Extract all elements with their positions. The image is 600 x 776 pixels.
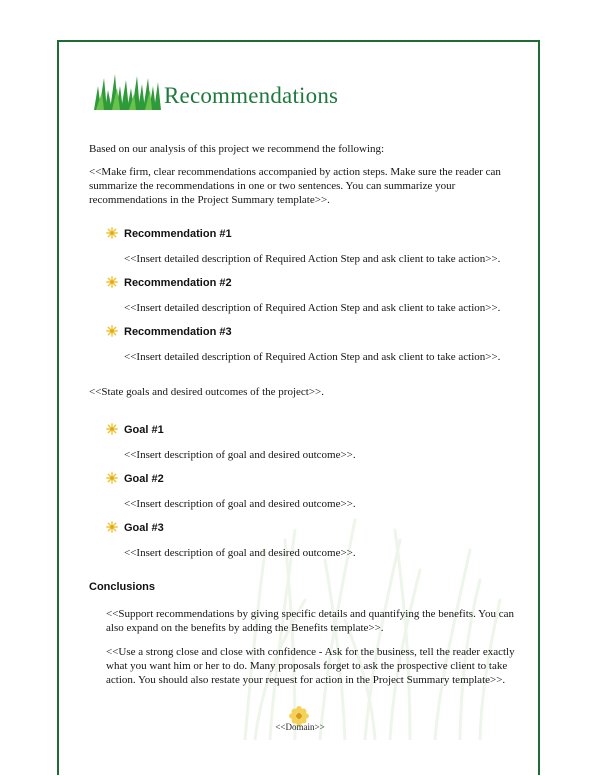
sun-flower-icon bbox=[106, 521, 118, 533]
conclusions-paragraph: <<Support recommendations by giving specific details and quantifying the benefits. You can also expand on the benefits by adding the Benefits template>>. bbox=[106, 608, 515, 634]
goal-description: <<Insert description of goal and desired outcome>>. bbox=[124, 547, 356, 559]
page-title: Recommendations bbox=[164, 83, 339, 108]
recommendation-heading: Recommendation #2 bbox=[106, 276, 232, 290]
conclusions-paragraph: <<Use a strong close and close with confidence - Ask for the business, tell the reader exactly what you want him or her to do. Many proposals forget to ask the prospective client to take action. You should also restate your request for action in the Project Summary template>>. bbox=[106, 646, 515, 686]
conclusions-heading: Conclusions bbox=[89, 581, 156, 593]
instruction-text: <<Make firm, clear recommendations accompanied by action steps. Make sure the reader can summarize the recommendations in one or two sentences. You can summarize your recommendations in the Project Summary template>>. bbox=[89, 166, 501, 206]
goal-heading: Goal #3 bbox=[106, 521, 164, 535]
recommendation-description: <<Insert detailed description of Required Action Step and ask client to take action>>. bbox=[124, 302, 501, 314]
footer-domain: <<Domain>> bbox=[275, 722, 325, 732]
goals-intro-text: <<State goals and desired outcomes of the project>>. bbox=[89, 386, 324, 398]
recommendation-description: <<Insert detailed description of Required Action Step and ask client to take action>>. bbox=[124, 351, 501, 363]
sun-flower-icon bbox=[106, 227, 118, 239]
goal-description: <<Insert description of goal and desired outcome>>. bbox=[124, 498, 356, 510]
goal-heading: Goal #2 bbox=[106, 472, 164, 486]
recommendation-description: <<Insert detailed description of Required Action Step and ask client to take action>>. bbox=[124, 253, 501, 265]
intro-text: Based on our analysis of this project we recommend the following: bbox=[89, 143, 385, 155]
sun-flower-icon bbox=[106, 325, 118, 337]
grass-logo-icon bbox=[92, 72, 162, 110]
sun-flower-icon bbox=[106, 276, 118, 288]
sun-flower-icon bbox=[106, 472, 118, 484]
goal-description: <<Insert description of goal and desired outcome>>. bbox=[124, 449, 356, 461]
recommendation-heading: Recommendation #3 bbox=[106, 325, 232, 339]
goal-heading: Goal #1 bbox=[106, 423, 164, 437]
sun-flower-icon bbox=[106, 423, 118, 435]
recommendation-heading: Recommendation #1 bbox=[106, 227, 232, 241]
